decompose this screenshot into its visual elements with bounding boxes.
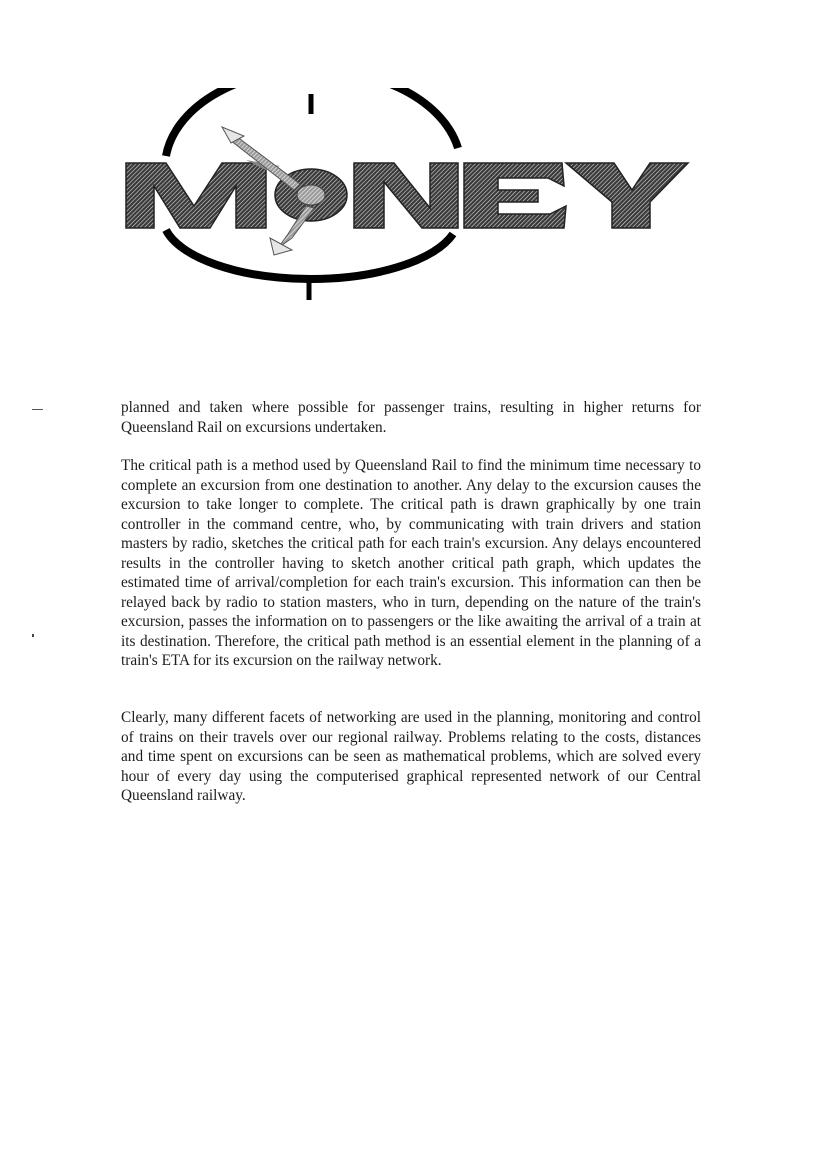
paragraph-conclusion: Clearly, many different facets of networking are used in the planning, monitoring and control of trains on their travels over our regional railway. Problems relating to the costs, distances and time spent on excursions can be seen as mathematical problems, which are solved every hour of every day using the computerised graphical represented network of our Central Queensland railway. [121,709,701,804]
margin-mark [32,634,34,637]
paragraph-intro: planned and taken where possible for passenger trains, resulting in higher returns for Queensland Rail on excursions undertaken. [121,399,701,436]
clock-compass-icon [118,88,698,303]
margin-mark [32,409,43,410]
paragraph-critical-path: The critical path is a method used by Queensland Rail to find the minimum time necessary to complete an excursion from one destination to another. Any delay to the excursion causes the excursion to take longer to complete. The critical path is drawn graphically by one train controller in the command centre, who, by communicating with train drivers and station masters by radio, sketches the critical path for each train's excursion. Any delays encountered results in the controller having to sketch another critical path graph, which updates the estimated time of arrival/completion for each train's excursion. This information can then be relayed back by radio to station masters, who in turn, depending on the nature of the train's excursion, passes the information on to passengers or the like awaiting the arrival of a train at its destination. Therefore, the critical path method is an essential element in the planning of a train's ETA for its excursion on the railway network. [121,457,701,669]
money-logo [118,88,698,303]
